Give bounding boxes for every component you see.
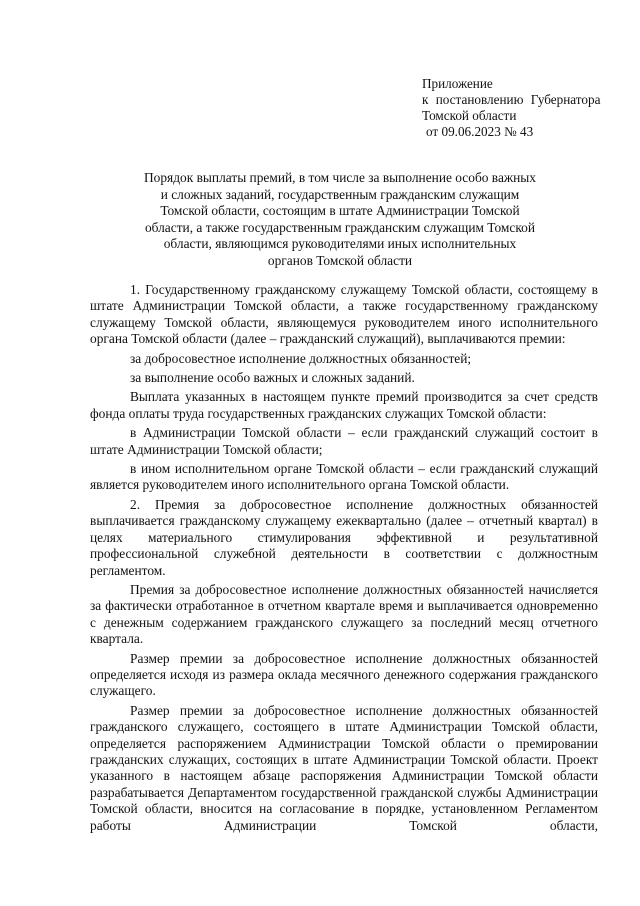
title-line: и сложных заданий, государственным гражданским служащим bbox=[160, 186, 520, 202]
document-body bbox=[90, 282, 598, 837]
appendix-region: Томской области bbox=[422, 108, 517, 123]
title-line: Томской области, состоящим в штате Администрации Томской bbox=[160, 203, 520, 219]
paragraph-6: в ином исполнительном органе Томской области – если гражданский служащий является руководителем иного исполнительного органа Томской области. bbox=[90, 461, 598, 493]
appendix-date-number: от 09.06.2023 № 43 bbox=[426, 124, 534, 139]
title-line: Порядок выплаты премий, в том числе за выполнение особо важных bbox=[144, 170, 536, 185]
appendix-resolution: к постановлению Губернатора bbox=[422, 92, 601, 107]
paragraph-2: за добросовестное исполнение должностных обязанностей; bbox=[130, 350, 472, 366]
paragraph-5: в Администрации Томской области – если гражданский служащий состоит в штате Администрации Томской области; bbox=[90, 425, 598, 457]
paragraph-8: Премия за добросовестное исполнение должностных обязанностей начисляется за фактически отработанное в отчетном квартале время и выплачивается одновременно с денежным содержанием гражданского служащего за последний месяц отчетного квартала. bbox=[90, 581, 598, 647]
paragraph-1: 1. Государственному гражданскому служащему Томской области, состоящему в штате Администрации Томской области, а также государственному гражданскому служащему Томской области, являющемуся руководителем иного исполнительного органа Томской области (далее – гражданский служащий), выплачиваются премии: bbox=[90, 282, 598, 347]
appendix-header bbox=[420, 76, 600, 140]
paragraph-4: Выплата указанных в настоящем пункте премий производится за счет средств фонда оплаты труда государственных гражданских служащих Томской области: bbox=[90, 389, 598, 421]
title-line: области, являющимся руководителями иных исполнительных bbox=[163, 236, 517, 252]
paragraph-3: за выполнение особо важных и сложных заданий. bbox=[130, 370, 415, 386]
title-line: области, а также государственным гражданским служащим Томской bbox=[144, 219, 536, 235]
title-line: органов Томской области bbox=[267, 252, 413, 268]
paragraph-10: Размер премии за добросовестное исполнение должностных обязанностей гражданского служащего, состоящего в штате Администрации Томской области, определяется распоряжением Администрации Томской области о премировании гражданских служащих, состоящих в штате Администрации Томской области. Проект указанного в настоящем абзаце распоряжения Администрации Томской области разрабатывается Департаментом государственной гражданской службы Администрации Томской области, вносится на согласование в порядке, установленном Регламентом работы Администрации Томской области, bbox=[90, 702, 598, 833]
appendix-label: Приложение bbox=[422, 76, 493, 91]
document-title bbox=[100, 170, 580, 270]
paragraph-9: Размер премии за добросовестное исполнение должностных обязанностей определяется исходя из размера оклада месячного денежного содержания гражданского служащего. bbox=[90, 650, 598, 699]
paragraph-7: 2. Премия за добросовестное исполнение должностных обязанностей выплачивается гражданскому служащему ежеквартально (далее – отчетный квартал) в целях материального стимулирования эффективной и результативной профессиональной служебной деятельности в соответствии с должностным регламентом. bbox=[90, 496, 598, 578]
